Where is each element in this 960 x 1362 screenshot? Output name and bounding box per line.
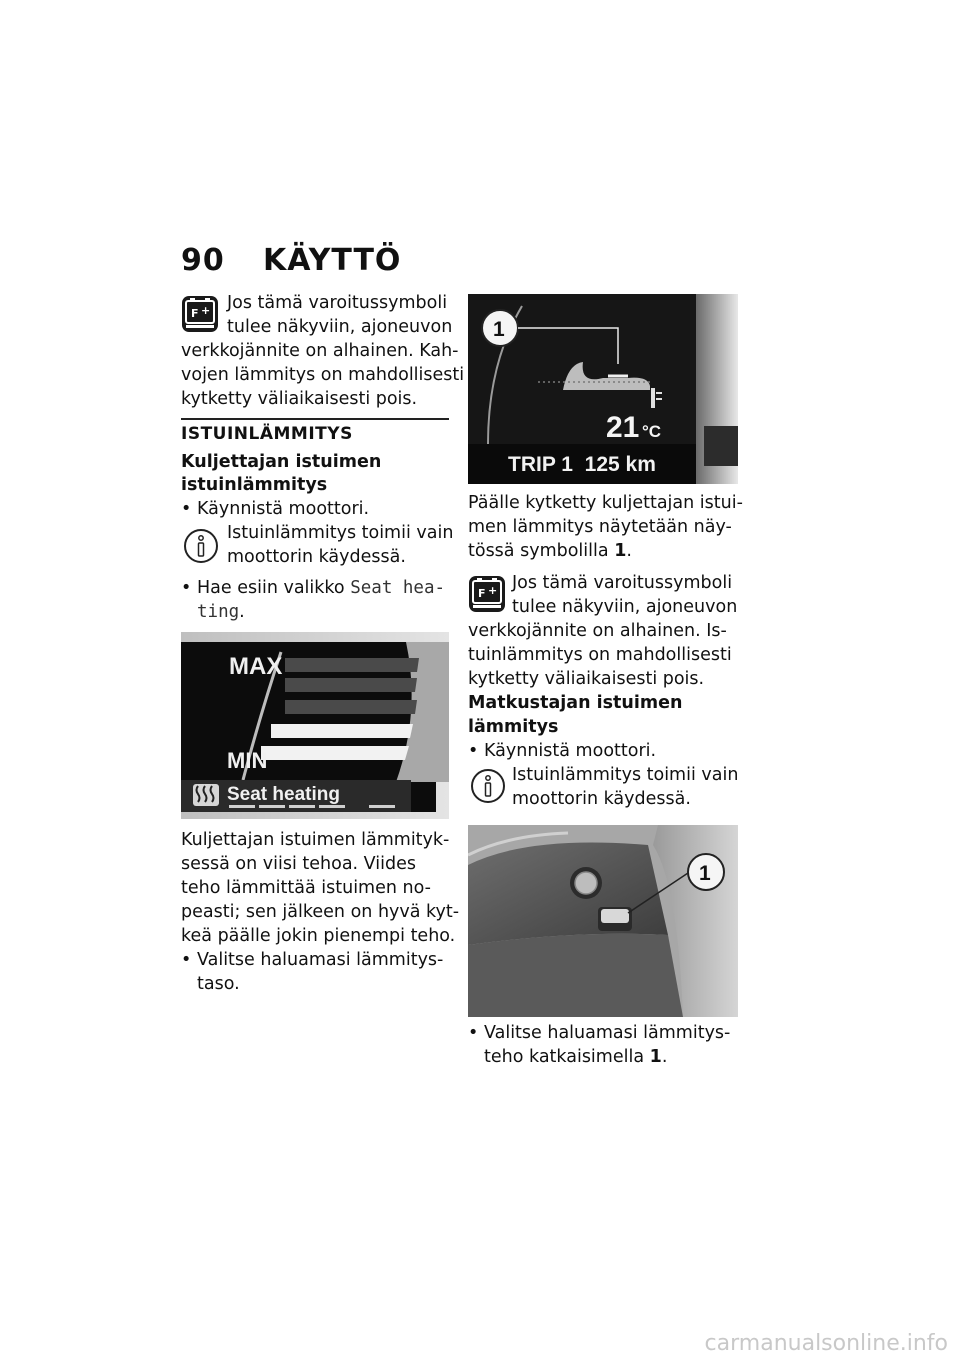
body-text: Kuljettajan istuimen lämmityk- xyxy=(181,830,450,850)
body-text: peasti; sen jälkeen on hyvä kyt- xyxy=(181,902,460,922)
caption-text-part: tössä symbolilla xyxy=(468,541,609,561)
menu-name: ting xyxy=(197,602,240,622)
bullet-text: Valitse haluamasi lämmitys- xyxy=(484,1023,731,1043)
info-icon xyxy=(183,528,219,564)
callout-reference: 1 xyxy=(614,541,627,561)
seat-heating-display xyxy=(181,632,449,819)
warning1-line: kytketty väliaikaisesti pois. xyxy=(181,389,418,409)
warning2-line: Jos tämä varoitussymboli xyxy=(512,573,733,593)
bullet-dot: • xyxy=(181,950,192,970)
seat-heating-switch-photo xyxy=(468,825,738,1017)
watermark: carmanualsonline.info xyxy=(704,1331,948,1356)
bullet-dot: • xyxy=(468,741,479,761)
seat-heating-menu-label: Seat heating xyxy=(227,784,340,805)
min-label: MIN xyxy=(227,748,268,773)
dashboard-display-image xyxy=(468,294,738,484)
menu-name: Seat hea- xyxy=(350,578,446,598)
caption-text: Päälle kytketty kuljettajan istui- xyxy=(468,493,743,513)
callout-number: 1 xyxy=(493,318,505,341)
bullet-text xyxy=(484,1045,667,1070)
bullet-dot: • xyxy=(181,499,192,519)
warning1-line: Jos tämä varoitussymboli xyxy=(227,293,448,313)
callout-reference: 1 xyxy=(649,1047,662,1067)
bullet-text: Valitse haluamasi lämmitys- xyxy=(197,950,444,970)
callout-number: 1 xyxy=(699,862,711,885)
page-title: KÄYTTÖ xyxy=(263,243,402,278)
dashboard-display xyxy=(468,294,738,484)
warning2-line: kytketty väliaikaisesti pois. xyxy=(468,669,705,689)
section-divider xyxy=(181,418,449,420)
caption-text xyxy=(468,539,632,564)
bullet-text: Käynnistä moottori. xyxy=(197,499,370,519)
punctuation: . xyxy=(239,602,245,622)
body-text: sessä on viisi tehoa. Viides xyxy=(181,854,416,874)
subheading: istuinlämmitys xyxy=(181,475,328,495)
info-text: Istuinlämmitys toimii vain xyxy=(227,523,454,543)
bullet-text: Käynnistä moottori. xyxy=(484,741,657,761)
info-icon xyxy=(470,768,506,804)
temperature-unit: °C xyxy=(642,422,662,441)
bullet-item xyxy=(468,739,738,763)
punctuation: . xyxy=(661,1047,668,1067)
bullet-dot: • xyxy=(181,578,192,598)
bullet-text: taso. xyxy=(197,974,240,994)
seat-heating-display-image xyxy=(181,632,449,819)
body-text: keä päälle jokin pienempi teho. xyxy=(181,926,456,946)
subheading: Matkustajan istuimen xyxy=(468,693,683,713)
battery-warning-icon xyxy=(181,295,219,333)
caption-text: men lämmitys näytetään näy- xyxy=(468,517,732,537)
info-text: Istuinlämmitys toimii vain xyxy=(512,765,739,785)
warning1-line: verkkojännite on alhainen. Kah- xyxy=(181,341,459,361)
trip-readout: TRIP 1 125 km xyxy=(508,453,656,476)
warning1-line: vojen lämmitys on mahdollisesti xyxy=(181,365,465,385)
bullet-dot: • xyxy=(468,1023,479,1043)
info-text: moottorin käydessä. xyxy=(227,547,406,567)
warning1-line: tulee näkyviin, ajoneuvon xyxy=(227,317,453,337)
bullet-item xyxy=(181,497,451,521)
level-bar xyxy=(261,746,409,760)
svg-text:+: + xyxy=(201,304,211,317)
subheading: lämmitys xyxy=(468,717,559,737)
body-text: teho lämmittää istuimen no- xyxy=(181,878,431,898)
subheading: Kuljettajan istuimen xyxy=(181,452,382,472)
info-text: moottorin käydessä. xyxy=(512,789,691,809)
temperature-value: 21 xyxy=(606,411,640,444)
bullet-text: Hae esiin valikko xyxy=(197,578,345,598)
level-bar xyxy=(285,678,417,692)
svg-text:F: F xyxy=(191,307,199,320)
punctuation: . xyxy=(626,541,632,561)
section-title: ISTUINLÄMMITYS xyxy=(181,424,353,444)
level-bar xyxy=(285,700,417,714)
warning2-line: verkkojännite on alhainen. Is- xyxy=(468,621,727,641)
max-label: MAX xyxy=(229,653,283,680)
seat-heating-switch-image xyxy=(468,825,738,1017)
warning2-line: tuinlämmitys on mahdollisesti xyxy=(468,645,732,665)
battery-warning-icon xyxy=(468,575,506,613)
page-number: 90 xyxy=(181,243,225,278)
svg-text:+: + xyxy=(488,584,498,597)
bullet-item xyxy=(181,948,461,996)
bullet-item xyxy=(468,1021,748,1069)
svg-text:F: F xyxy=(478,587,486,600)
level-bar xyxy=(285,658,419,672)
warning2-line: tulee näkyviin, ajoneuvon xyxy=(512,597,738,617)
level-bar xyxy=(271,724,413,738)
bullet-text-part: teho katkaisimella xyxy=(484,1047,645,1067)
